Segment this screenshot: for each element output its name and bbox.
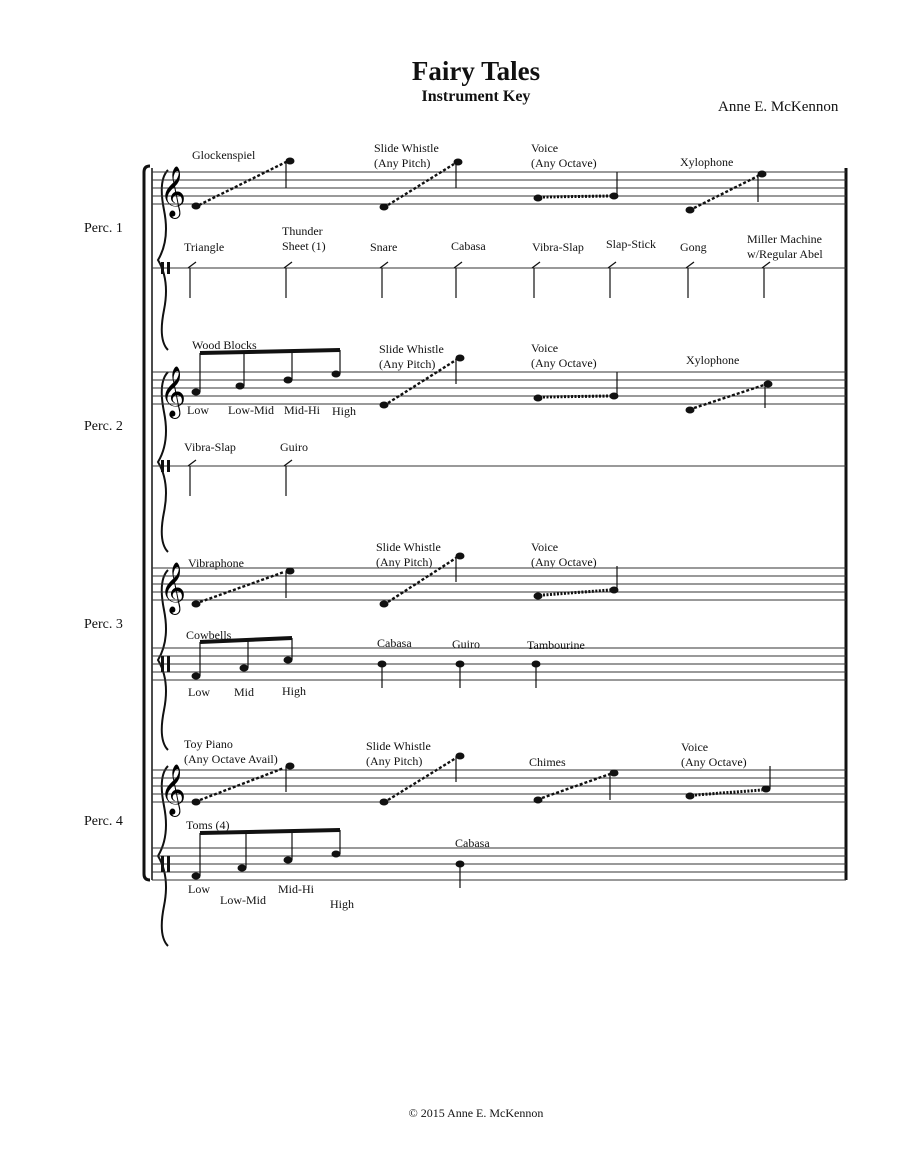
instrument-label: Vibra-Slap (532, 240, 584, 254)
voice-trill-p2 (534, 372, 619, 402)
xylophone-gliss-p2 (686, 381, 773, 414)
instrument-label: High (332, 404, 356, 418)
instrument-label: Slide Whistle (366, 739, 431, 753)
instrument-label: w/Regular Abel (747, 247, 823, 261)
instrument-label: Toms (4) (186, 818, 230, 832)
instrument-label: Slide Whistle (376, 540, 441, 554)
staff-perc3-top (152, 568, 846, 600)
instrument-label: High (330, 897, 354, 911)
instrument-label: (Any Pitch) (376, 555, 433, 569)
instrument-label: Low (188, 685, 210, 699)
instrument-label: Miller Machine (747, 232, 822, 246)
instrument-label: Slide Whistle (374, 141, 439, 155)
p2-slashes (188, 460, 292, 496)
instrument-label: Mid-Hi (278, 882, 314, 896)
xylophone-gliss-p1 (686, 171, 767, 214)
instrument-label: (Any Octave) (681, 755, 747, 769)
instrument-label: Xylophone (686, 353, 740, 367)
instrument-label: (Any Octave Avail) (184, 752, 278, 766)
composer-name: Anne E. McKennon (718, 99, 839, 115)
staff-perc3-bottom (152, 648, 846, 680)
instrument-label: Tambourine (527, 638, 585, 652)
instrument-label: Low-Mid (228, 403, 274, 417)
glockenspiel-gliss (192, 158, 295, 210)
staff-perc1-top (152, 172, 846, 204)
part-name-perc2: Perc. 2 (84, 419, 123, 434)
instrument-label: Low (188, 882, 210, 896)
instrument-label: Cowbells (186, 628, 232, 642)
wood-blocks-beamed (192, 350, 341, 396)
instrument-label: Mid-Hi (284, 403, 320, 417)
treble-clef-icon: 𝄞 (160, 562, 187, 613)
treble-clef-icon: 𝄞 (160, 166, 187, 217)
instrument-label: Xylophone (680, 155, 734, 169)
instrument-label: Wood Blocks (192, 338, 257, 352)
instrument-label: Toy Piano (184, 737, 233, 751)
system-bracket (144, 166, 150, 880)
part-name-perc3: Perc. 3 (84, 617, 123, 632)
instrument-label: Low (187, 403, 209, 417)
cowbells-beamed (192, 638, 293, 680)
instrument-label: Low-Mid (220, 893, 266, 907)
instrument-label: Chimes (529, 755, 566, 769)
instrument-label: (Any Pitch) (374, 156, 431, 170)
treble-clef-icon: 𝄞 (160, 366, 187, 417)
instrument-label: Voice (531, 341, 559, 355)
instrument-label: (Any Pitch) (366, 754, 423, 768)
instrument-label: (Any Octave) (531, 156, 597, 170)
voice-trill-p1 (534, 172, 619, 202)
instrument-label: Voice (531, 540, 559, 554)
instrument-label: (Any Pitch) (379, 357, 436, 371)
page-subtitle: Instrument Key (421, 88, 531, 105)
voice-trill-p3 (534, 566, 619, 600)
part-name-perc1: Perc. 1 (84, 221, 123, 236)
instrument-label: Guiro (452, 637, 480, 651)
instrument-label: Cabasa (377, 636, 412, 650)
toy-piano-gliss (192, 763, 295, 806)
instrument-label: Mid (234, 685, 255, 699)
instrument-label: Sheet (1) (282, 239, 326, 253)
instrument-label: Glockenspiel (192, 148, 256, 162)
copyright-notice: © 2015 Anne E. McKennon (408, 1106, 544, 1120)
instrument-label: (Any Octave) (531, 356, 597, 370)
instrument-label: Cabasa (455, 836, 490, 850)
staff-perc4-top (152, 770, 846, 802)
page-title: Fairy Tales (411, 56, 541, 86)
instrument-label: Vibra-Slap (184, 440, 236, 454)
instrument-label: Guiro (280, 440, 308, 454)
vibraphone-gliss (192, 568, 295, 608)
treble-clef-icon: 𝄞 (160, 764, 187, 815)
instrument-label: Slap-Stick (606, 237, 656, 251)
instrument-label: Cabasa (451, 239, 486, 253)
instrument-label: Voice (681, 740, 709, 754)
instrument-label: High (282, 684, 306, 698)
p3-hits (378, 661, 541, 689)
staff-perc2-top (152, 372, 846, 404)
instrument-label: (Any Octave) (531, 555, 597, 569)
instrument-label: Thunder (282, 224, 323, 238)
instrument-label: Triangle (184, 240, 225, 254)
p4-hits (456, 861, 465, 889)
instrument-label: Snare (370, 240, 398, 254)
instrument-label: Vibraphone (188, 556, 244, 570)
instrument-label: Slide Whistle (379, 342, 444, 356)
staff-perc4-bottom (152, 848, 846, 880)
part-name-perc4: Perc. 4 (84, 814, 123, 829)
p1-slashes (188, 262, 770, 298)
instrument-label: Voice (531, 141, 559, 155)
instrument-label: Gong (680, 240, 707, 254)
